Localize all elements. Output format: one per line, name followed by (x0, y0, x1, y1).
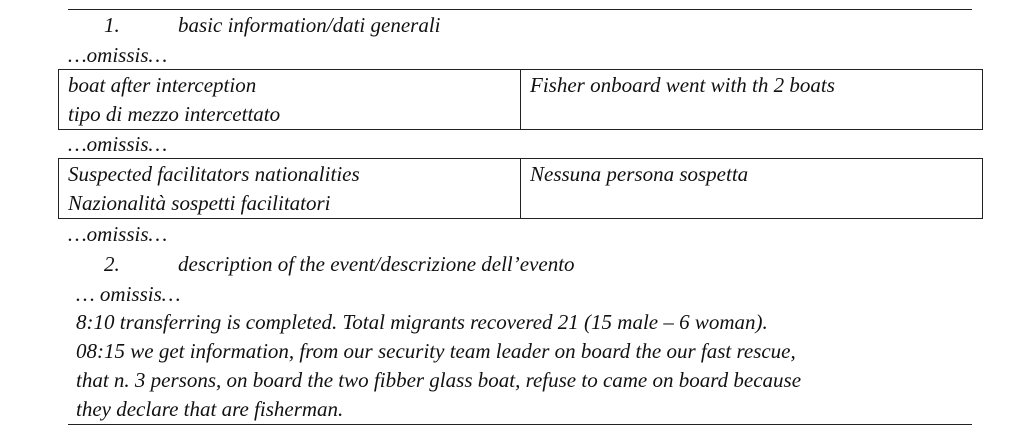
table-cell-right (521, 159, 983, 219)
facilitators-label-it: Nazionalità sospetti facilitatori (68, 191, 331, 215)
section-1-title: basic information/dati generali (178, 13, 441, 37)
body-line-3: that n. 3 persons, on board the two fibber glass boat, refuse to came on board because (76, 368, 802, 392)
table-cell-left (59, 159, 521, 219)
table-cell-right (521, 70, 983, 130)
facilitators-label-en: Suspected facilitators nationalities (68, 162, 360, 186)
omissis-3: …omissis… (68, 222, 168, 246)
table-row (59, 70, 983, 130)
table-cell-left (59, 70, 521, 130)
section-1-number: 1. (104, 13, 120, 37)
boat-label-it: tipo di mezzo intercettato (68, 102, 281, 126)
table-facilitators (58, 158, 983, 219)
boat-label-en: boat after interception (68, 73, 257, 97)
body-line-1: 8:10 transferring is completed. Total migrants recovered 21 (15 male – 6 woman). (76, 310, 768, 334)
body-line-2: 08:15 we get information, from our security team leader on board the our fast rescue, (76, 339, 796, 363)
omissis-2: …omissis… (68, 132, 168, 156)
table-row (59, 159, 983, 219)
bottom-rule (68, 424, 972, 425)
section-2-title: description of the event/descrizione dell’evento (178, 252, 575, 276)
boat-value: Fisher onboard went with th 2 boats (530, 73, 835, 97)
facilitators-value: Nessuna persona sospetta (530, 162, 749, 186)
omissis-4: … omissis… (76, 282, 181, 306)
omissis-1: …omissis… (68, 43, 168, 67)
top-rule (68, 9, 972, 10)
table-boat-info (58, 69, 983, 130)
section-2-number: 2. (104, 252, 120, 276)
body-line-4: they declare that are fisherman. (76, 397, 344, 421)
